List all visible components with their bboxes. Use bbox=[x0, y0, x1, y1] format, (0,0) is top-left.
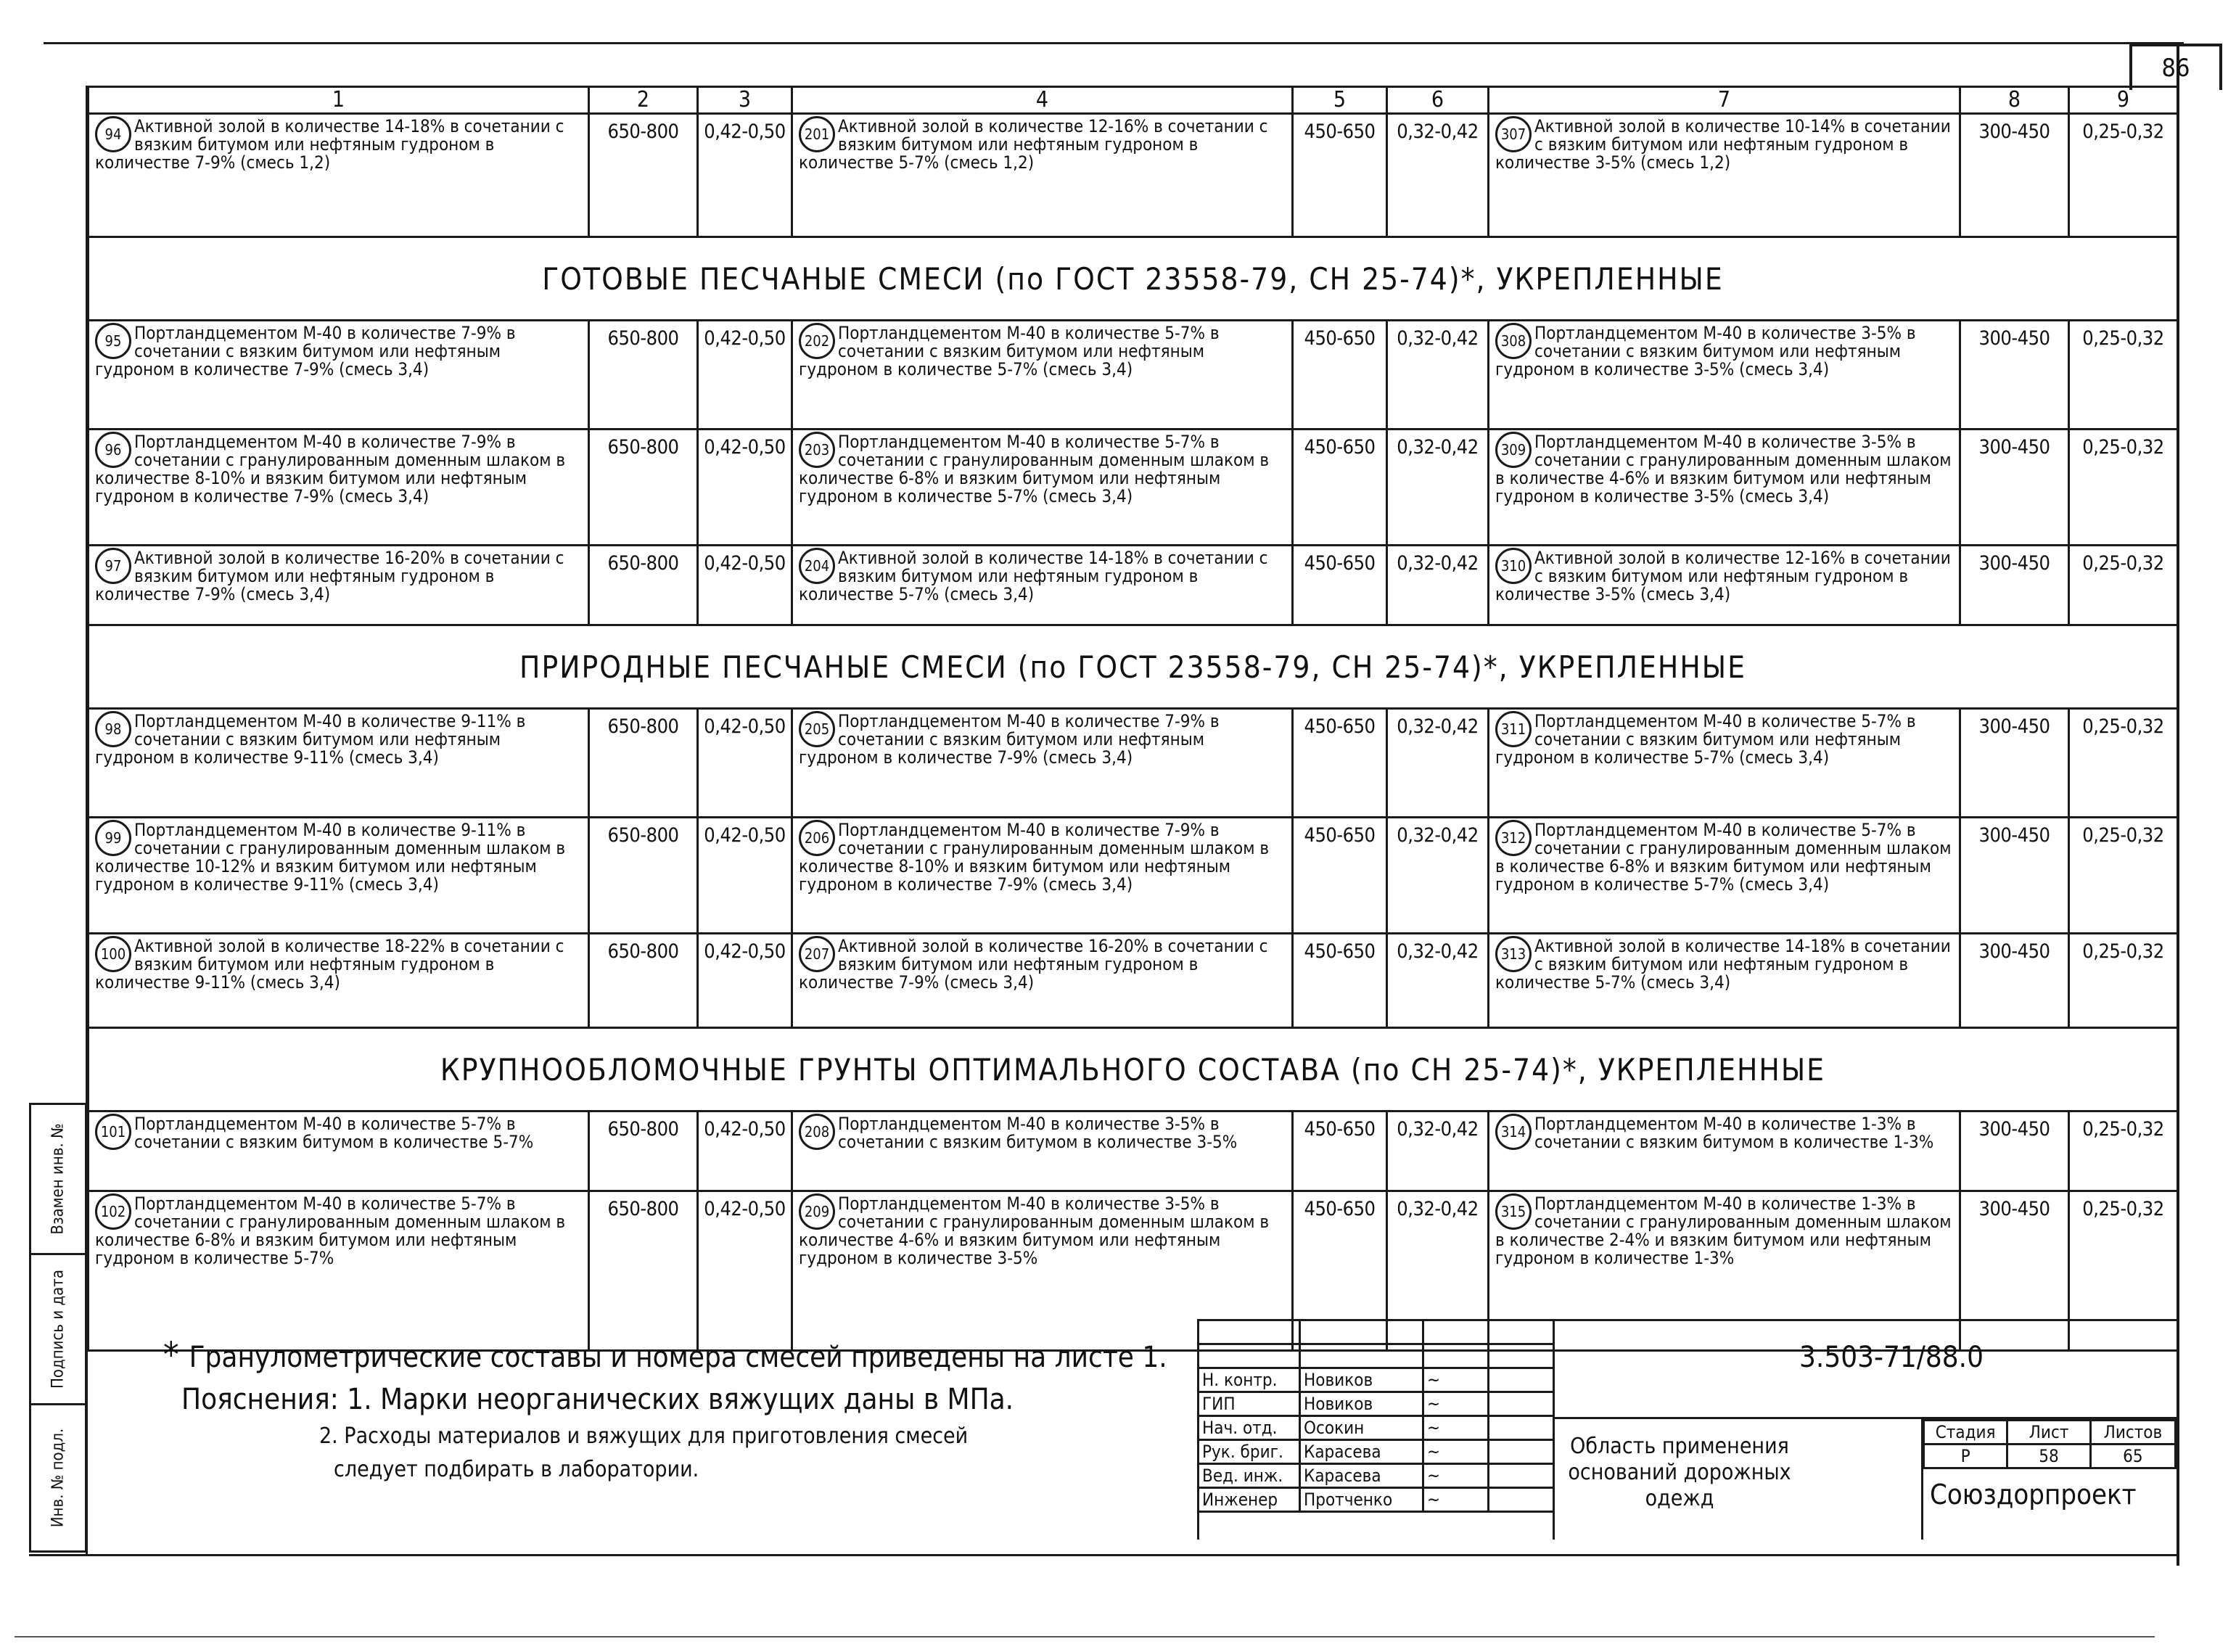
mixture-number: 307 bbox=[1495, 116, 1532, 152]
value-text: 0,32-0,42 bbox=[1397, 824, 1479, 847]
mixture-text: Активной золой в количестве 16-20% в сочетании с вязким битумом или нефтяным гудроном в количестве 7-9% (смесь 3,4) bbox=[95, 548, 564, 604]
mixture-description bbox=[89, 546, 589, 625]
column-header: 4 bbox=[792, 87, 1293, 114]
bottom-frame-line bbox=[29, 1554, 2178, 1556]
value-text: 300-450 bbox=[1978, 552, 2050, 575]
value-text: 0,42-0,50 bbox=[704, 436, 786, 459]
value-text: 450-650 bbox=[1304, 552, 1376, 575]
table-row bbox=[89, 1111, 2178, 1191]
value-text: 0,42-0,50 bbox=[704, 1198, 786, 1220]
value-text: 0,32-0,42 bbox=[1397, 327, 1479, 350]
mixture-number: 100 bbox=[95, 936, 131, 972]
value-text: 650-800 bbox=[607, 552, 679, 575]
staff-name: Карасева bbox=[1300, 1440, 1423, 1464]
value-text: 0,25-0,32 bbox=[2082, 552, 2164, 575]
value-text: 0,42-0,50 bbox=[704, 824, 786, 847]
mixture-description bbox=[792, 1111, 1293, 1191]
value-text: 300-450 bbox=[1978, 120, 2050, 143]
value-text: 450-650 bbox=[1304, 1198, 1376, 1220]
table-row bbox=[89, 114, 2178, 237]
drawing-title: Область применения оснований дорожных одежд bbox=[1568, 1434, 1791, 1511]
mixture-text: Портландцементом М-40 в количестве 5-7% в сочетании с вязким битумом или нефтяным гудроном в количестве 5-7% (смесь 3,4) bbox=[1495, 711, 1916, 768]
mixture-text: Портландцементом М-40 в количестве 5-7% в сочетании с гранулированным доменным шлаком в количестве 6-8% и вязким битумом или нефтяным гудроном в количестве 5-7% (смесь 3,4) bbox=[799, 432, 1270, 506]
mixture-description bbox=[792, 934, 1293, 1028]
coefficient-value bbox=[2069, 934, 2178, 1028]
staff-row bbox=[1199, 1392, 1554, 1416]
staff-name: Протченко bbox=[1300, 1488, 1423, 1512]
section-title: КРУПНООБЛОМОЧНЫЕ ГРУНТЫ ОПТИМАЛЬНОГО СОСТАВА (по СН 25-74)*, УКРЕПЛЕННЫЕ bbox=[440, 1051, 1826, 1088]
side-label: Подпись и дата bbox=[49, 1270, 67, 1389]
value-text: 450-650 bbox=[1304, 715, 1376, 738]
signature-cell bbox=[1423, 1464, 1489, 1488]
mixture-number: 202 bbox=[799, 323, 835, 359]
staff-name: Новиков bbox=[1300, 1392, 1423, 1416]
value-text: 450-650 bbox=[1304, 327, 1376, 350]
mixture-text: Портландцементом М-40 в количестве 7-9% в сочетании с вязким битумом или нефтяным гудроном в количестве 7-9% (смесь 3,4) bbox=[799, 711, 1220, 768]
date-cell bbox=[1489, 1464, 1554, 1488]
mixture-description bbox=[89, 430, 589, 546]
empty-cell bbox=[1199, 1344, 1300, 1368]
value-text: 0,25-0,32 bbox=[2082, 436, 2164, 459]
mixture-description bbox=[792, 709, 1293, 818]
signature-icon: ~ bbox=[1427, 1394, 1441, 1414]
section-header bbox=[89, 237, 2178, 321]
value-text: 450-650 bbox=[1304, 940, 1376, 963]
mixture-description bbox=[1489, 114, 1960, 237]
value-text: 650-800 bbox=[607, 1198, 679, 1220]
mixture-number: 314 bbox=[1495, 1114, 1532, 1150]
strength-value bbox=[1960, 934, 2069, 1028]
table-row bbox=[89, 709, 2178, 818]
section-header bbox=[89, 625, 2178, 709]
strength-value bbox=[1293, 114, 1387, 237]
side-cell bbox=[29, 1253, 87, 1405]
mixture-number: 208 bbox=[799, 1114, 835, 1150]
mixture-description bbox=[1489, 709, 1960, 818]
mixture-number: 96 bbox=[95, 432, 131, 468]
value-text: 300-450 bbox=[1978, 715, 2050, 738]
mixture-text: Активной золой в количестве 18-22% в сочетании с вязким битумом или нефтяным гудроном в количестве 9-11% (смесь 3,4) bbox=[95, 936, 564, 993]
coefficient-value bbox=[1387, 934, 1489, 1028]
note-2-line-1: 2. Расходы материалов и вяжущих для приготовления смесей bbox=[319, 1423, 969, 1449]
mixture-text: Активной золой в количестве 14-18% в сочетании с вязким битумом или нефтяным гудроном в количестве 7-9% (смесь 1,2) bbox=[95, 116, 564, 173]
coefficient-value bbox=[698, 934, 792, 1028]
coefficient-value bbox=[1387, 321, 1489, 430]
table-row bbox=[89, 546, 2178, 625]
footnote bbox=[163, 1335, 1167, 1376]
mixture-number: 203 bbox=[799, 432, 835, 468]
mixture-description bbox=[1489, 818, 1960, 934]
strength-value bbox=[1293, 430, 1387, 546]
mixture-description bbox=[1489, 321, 1960, 430]
strength-value bbox=[1293, 321, 1387, 430]
mixture-text: Портландцементом М-40 в количестве 9-11% в сочетании с вязким битумом или нефтяным гудроном в количестве 9-11% (смесь 3,4) bbox=[95, 711, 526, 768]
mixture-description bbox=[792, 114, 1293, 237]
empty-cell bbox=[1489, 1344, 1554, 1368]
table-row bbox=[89, 934, 2178, 1028]
empty-cell bbox=[1300, 1344, 1423, 1368]
strength-value bbox=[1293, 1111, 1387, 1191]
mixture-number: 201 bbox=[799, 116, 835, 152]
strength-value bbox=[589, 709, 698, 818]
staff-row bbox=[1199, 1440, 1554, 1464]
mixture-number: 308 bbox=[1495, 323, 1532, 359]
staff-role: Инженер bbox=[1199, 1488, 1300, 1512]
value-text: 0,25-0,32 bbox=[2082, 327, 2164, 350]
coefficient-value bbox=[698, 430, 792, 546]
sheet-value: 58 bbox=[2007, 1445, 2091, 1468]
coefficient-value bbox=[698, 114, 792, 237]
mixture-text: Активной золой в количестве 14-18% в сочетании с вязким битумом или нефтяным гудроном в количестве 5-7% (смесь 3,4) bbox=[1495, 936, 1951, 993]
staff-row bbox=[1199, 1488, 1554, 1512]
column-header: 8 bbox=[1960, 87, 2069, 114]
staff-name: Карасева bbox=[1300, 1464, 1423, 1488]
side-label: Взамен инв. № bbox=[49, 1123, 67, 1235]
note-1: Пояснения: 1. Марки неорганических вяжущих даны в МПа. bbox=[181, 1383, 1014, 1416]
organization-name: Союздорпроект bbox=[1930, 1479, 2137, 1511]
strength-value bbox=[1293, 818, 1387, 934]
column-header: 7 bbox=[1489, 87, 1960, 114]
value-text: 0,42-0,50 bbox=[704, 715, 786, 738]
mixture-text: Портландцементом М-40 в количестве 7-9% в сочетании с гранулированным доменным шлаком в количестве 8-10% и вязким битумом или нефтяным гудроном в количестве 7-9% (смесь 3,4) bbox=[799, 820, 1270, 895]
document-code: 3.503-71/88.0 bbox=[1799, 1341, 1984, 1374]
signature-icon: ~ bbox=[1427, 1442, 1441, 1462]
coefficient-value bbox=[2069, 546, 2178, 625]
value-text: 0,32-0,42 bbox=[1397, 1198, 1479, 1220]
mixture-description bbox=[89, 1111, 589, 1191]
coefficient-value bbox=[2069, 818, 2178, 934]
column-header: 5 bbox=[1293, 87, 1387, 114]
value-text: 650-800 bbox=[607, 940, 679, 963]
strength-value bbox=[589, 114, 698, 237]
staff-role: Нач. отд. bbox=[1199, 1416, 1300, 1440]
mixture-text: Портландцементом М-40 в количестве 9-11% в сочетании с гранулированным доменным шлаком в количестве 10-12% и вязким битумом или нефтяным гудроном в количестве 9-11% (смесь 3,4) bbox=[95, 820, 566, 895]
staff-role: Н. контр. bbox=[1199, 1368, 1300, 1392]
table-row bbox=[89, 321, 2178, 430]
section-header-row bbox=[89, 1028, 2178, 1111]
empty-cell bbox=[1300, 1320, 1423, 1344]
mixture-description bbox=[1489, 1111, 1960, 1191]
value-text: 650-800 bbox=[607, 327, 679, 350]
value-text: 650-800 bbox=[607, 1118, 679, 1141]
staff-row bbox=[1199, 1416, 1554, 1440]
mixture-text: Портландцементом М-40 в количестве 3-5% в сочетании с вязким битумом в количестве 3-5% bbox=[838, 1114, 1238, 1152]
strength-value bbox=[589, 1191, 698, 1351]
value-text: 450-650 bbox=[1304, 436, 1376, 459]
coefficient-value bbox=[1387, 1111, 1489, 1191]
mixture-description bbox=[792, 321, 1293, 430]
value-text: 0,25-0,32 bbox=[2082, 1198, 2164, 1220]
date-cell bbox=[1489, 1488, 1554, 1512]
section-header-row bbox=[89, 237, 2178, 321]
value-text: 0,32-0,42 bbox=[1397, 120, 1479, 143]
value-text: 0,25-0,32 bbox=[2082, 1118, 2164, 1141]
side-stamp-strip bbox=[29, 1103, 87, 1553]
coefficient-value bbox=[1387, 818, 1489, 934]
mixture-description bbox=[792, 546, 1293, 625]
mixture-description bbox=[89, 709, 589, 818]
stage-table bbox=[1923, 1419, 2177, 1469]
column-header: 6 bbox=[1387, 87, 1489, 114]
title-block bbox=[1197, 1319, 2177, 1540]
strength-value bbox=[1960, 114, 2069, 237]
empty-cell bbox=[1423, 1344, 1489, 1368]
signature-icon: ~ bbox=[1427, 1418, 1441, 1438]
column-header: 1 bbox=[89, 87, 589, 114]
mixture-description bbox=[89, 934, 589, 1028]
mixture-text: Портландцементом М-40 в количестве 5-7% в сочетании с вязким битумом в количестве 5-7% bbox=[134, 1114, 534, 1152]
column-header: 9 bbox=[2069, 87, 2178, 114]
coefficient-value bbox=[2069, 430, 2178, 546]
empty-cell bbox=[1489, 1320, 1554, 1344]
sheet-number: 86 bbox=[2129, 44, 2222, 90]
coefficient-value bbox=[2069, 709, 2178, 818]
mixture-number: 313 bbox=[1495, 936, 1532, 972]
strength-value bbox=[1960, 321, 2069, 430]
strength-value bbox=[589, 1111, 698, 1191]
signature-cell bbox=[1423, 1368, 1489, 1392]
strength-value bbox=[1293, 709, 1387, 818]
mixture-text: Портландцементом М-40 в количестве 3-5% в сочетании с гранулированным доменным шлаком в количестве 4-6% и вязким битумом или нефтяным гудроном в количестве 3-5% bbox=[799, 1193, 1270, 1268]
stage-header: Стадия bbox=[1924, 1421, 2007, 1445]
value-text: 300-450 bbox=[1978, 1118, 2050, 1141]
mixture-number: 204 bbox=[799, 548, 835, 584]
value-text: 0,42-0,50 bbox=[704, 327, 786, 350]
strength-value bbox=[1293, 934, 1387, 1028]
value-text: 0,42-0,50 bbox=[704, 552, 786, 575]
strength-value bbox=[1960, 430, 2069, 546]
coefficient-value bbox=[698, 321, 792, 430]
table-row bbox=[89, 818, 2178, 934]
sheets-header: Листов bbox=[2090, 1421, 2175, 1445]
footnote-text: Гранулометрические составы и номера смесей приведены на листе 1. bbox=[189, 1341, 1167, 1374]
value-text: 650-800 bbox=[607, 824, 679, 847]
side-cell bbox=[29, 1103, 87, 1255]
mixture-description bbox=[792, 818, 1293, 934]
value-text: 0,42-0,50 bbox=[704, 120, 786, 143]
value-text: 450-650 bbox=[1304, 824, 1376, 847]
staff-name: Осокин bbox=[1300, 1416, 1423, 1440]
signature-cell bbox=[1423, 1488, 1489, 1512]
value-text: 450-650 bbox=[1304, 1118, 1376, 1141]
mixture-text: Активной золой в количестве 14-18% в сочетании с вязким битумом или нефтяным гудроном в количестве 5-7% (смесь 3,4) bbox=[799, 548, 1268, 604]
column-header: 3 bbox=[698, 87, 792, 114]
signature-icon: ~ bbox=[1427, 1489, 1441, 1510]
mixture-text: Активной золой в количестве 16-20% в сочетании с вязким битумом или нефтяным гудроном в количестве 7-9% (смесь 3,4) bbox=[799, 936, 1268, 993]
value-text: 300-450 bbox=[1978, 824, 2050, 847]
column-header: 2 bbox=[589, 87, 698, 114]
coefficient-value bbox=[2069, 114, 2178, 237]
value-text: 300-450 bbox=[1978, 1198, 2050, 1220]
signature-cell bbox=[1423, 1440, 1489, 1464]
value-text: 0,32-0,42 bbox=[1397, 715, 1479, 738]
mixture-number: 311 bbox=[1495, 711, 1532, 747]
mixture-description bbox=[1489, 430, 1960, 546]
mixture-number: 98 bbox=[95, 711, 131, 747]
date-cell bbox=[1489, 1440, 1554, 1464]
top-frame-line bbox=[44, 42, 2184, 44]
value-text: 0,25-0,32 bbox=[2082, 715, 2164, 738]
strength-value bbox=[1960, 709, 2069, 818]
value-text: 0,25-0,32 bbox=[2082, 824, 2164, 847]
strength-value bbox=[589, 546, 698, 625]
value-text: 0,32-0,42 bbox=[1397, 552, 1479, 575]
mixture-text: Портландцементом М-40 в количестве 1-3% в сочетании с гранулированным доменным шлаком в количестве 2-4% и вязким битумом или нефтяным гудроном в количестве 1-3% bbox=[1495, 1193, 1952, 1268]
coefficient-value bbox=[2069, 321, 2178, 430]
mixture-description bbox=[89, 1191, 589, 1351]
coefficient-value bbox=[698, 709, 792, 818]
value-text: 650-800 bbox=[607, 120, 679, 143]
staff-table bbox=[1197, 1319, 1555, 1513]
coefficient-value bbox=[698, 1111, 792, 1191]
materials-table bbox=[87, 86, 2179, 1352]
mixture-text: Портландцементом М-40 в количестве 5-7% в сочетании с вязким битумом или нефтяным гудроном в количестве 5-7% (смесь 3,4) bbox=[799, 323, 1220, 379]
signature-cell bbox=[1423, 1416, 1489, 1440]
strength-value bbox=[1960, 818, 2069, 934]
mixture-text: Портландцементом М-40 в количестве 7-9% в сочетании с вязким битумом или нефтяным гудроном в количестве 7-9% (смесь 3,4) bbox=[95, 323, 516, 379]
value-text: 650-800 bbox=[607, 715, 679, 738]
signature-cell bbox=[1423, 1392, 1489, 1416]
table-row bbox=[89, 430, 2178, 546]
strength-value bbox=[589, 321, 698, 430]
mixture-number: 94 bbox=[95, 116, 131, 152]
section-title: ПРИРОДНЫЕ ПЕСЧАНЫЕ СМЕСИ (по ГОСТ 23558-79, СН 25-74)*, УКРЕПЛЕННЫЕ bbox=[519, 649, 1746, 685]
value-text: 0,25-0,32 bbox=[2082, 940, 2164, 963]
mixture-text: Активной золой в количестве 12-16% в сочетании с вязким битумом или нефтяным гудроном в количестве 5-7% (смесь 1,2) bbox=[799, 116, 1268, 173]
value-text: 0,32-0,42 bbox=[1397, 940, 1479, 963]
mixture-text: Активной золой в количестве 10-14% в сочетании с вязким битумом или нефтяным гудроном в количестве 3-5% (смесь 1,2) bbox=[1495, 116, 1951, 173]
staff-role: Вед. инж. bbox=[1199, 1464, 1300, 1488]
mixture-description bbox=[792, 430, 1293, 546]
staff-row-empty bbox=[1199, 1344, 1554, 1368]
staff-name: Новиков bbox=[1300, 1368, 1423, 1392]
mixture-text: Портландцементом М-40 в количестве 3-5% в сочетании с гранулированным доменным шлаком в количестве 4-6% и вязким битумом или нефтяным гудроном в количестве 3-5% (смесь 3,4) bbox=[1495, 432, 1952, 506]
empty-cell bbox=[1199, 1320, 1300, 1344]
date-cell bbox=[1489, 1416, 1554, 1440]
value-text: 0,42-0,50 bbox=[704, 940, 786, 963]
column-header-row bbox=[89, 87, 2178, 114]
staff-role: Рук. бриг. bbox=[1199, 1440, 1300, 1464]
asterisk-icon: * bbox=[163, 1335, 179, 1376]
mixture-number: 206 bbox=[799, 820, 835, 856]
mixture-number: 99 bbox=[95, 820, 131, 856]
mixture-text: Портландцементом М-40 в количестве 5-7% в сочетании с гранулированным доменным шлаком в количестве 6-8% и вязким битумом или нефтяным гудроном в количестве 5-7% (смесь 3,4) bbox=[1495, 820, 1952, 895]
coefficient-value bbox=[1387, 430, 1489, 546]
signature-icon: ~ bbox=[1427, 1466, 1441, 1486]
bottom-edge-line bbox=[15, 1636, 2155, 1637]
side-cell bbox=[29, 1403, 87, 1553]
strength-value bbox=[589, 818, 698, 934]
mixture-description bbox=[89, 818, 589, 934]
value-text: 0,32-0,42 bbox=[1397, 436, 1479, 459]
value-text: 0,32-0,42 bbox=[1397, 1118, 1479, 1141]
coefficient-value bbox=[698, 1191, 792, 1351]
mixture-number: 97 bbox=[95, 548, 131, 584]
mixture-number: 310 bbox=[1495, 548, 1532, 584]
value-text: 300-450 bbox=[1978, 436, 2050, 459]
mixture-number: 95 bbox=[95, 323, 131, 359]
section-header bbox=[89, 1028, 2178, 1111]
coefficient-value bbox=[1387, 114, 1489, 237]
section-header-row bbox=[89, 625, 2178, 709]
mixture-text: Портландцементом М-40 в количестве 5-7% в сочетании с гранулированным доменным шлаком в количестве 6-8% и вязким битумом или нефтяным гудроном в количестве 5-7% bbox=[95, 1193, 566, 1268]
mixture-description bbox=[1489, 546, 1960, 625]
mixture-number: 315 bbox=[1495, 1193, 1532, 1230]
coefficient-value bbox=[1387, 709, 1489, 818]
mixture-description bbox=[1489, 934, 1960, 1028]
mixture-number: 205 bbox=[799, 711, 835, 747]
value-text: 650-800 bbox=[607, 436, 679, 459]
mixture-text: Портландцементом М-40 в количестве 7-9% в сочетании с гранулированным доменным шлаком в количестве 8-10% и вязким битумом или нефтяным гудроном в количестве 7-9% (смесь 3,4) bbox=[95, 432, 566, 506]
value-text: 300-450 bbox=[1978, 327, 2050, 350]
sheet-header: Лист bbox=[2007, 1421, 2091, 1445]
staff-role: ГИП bbox=[1199, 1392, 1300, 1416]
coefficient-value bbox=[698, 546, 792, 625]
staff-row-empty bbox=[1199, 1320, 1554, 1344]
side-label: Инв. № подл. bbox=[49, 1428, 67, 1528]
section-title: ГОТОВЫЕ ПЕСЧАНЫЕ СМЕСИ (по ГОСТ 23558-79, СН 25-74)*, УКРЕПЛЕННЫЕ bbox=[542, 260, 1724, 297]
coefficient-value bbox=[2069, 1111, 2178, 1191]
mixture-text: Портландцементом М-40 в количестве 3-5% в сочетании с вязким битумом или нефтяным гудроном в количестве 3-5% (смесь 3,4) bbox=[1495, 323, 1916, 379]
mixture-text: Активной золой в количестве 12-16% в сочетании с вязким битумом или нефтяным гудроном в количестве 3-5% (смесь 3,4) bbox=[1495, 548, 1951, 604]
date-cell bbox=[1489, 1392, 1554, 1416]
stage-value: Р bbox=[1924, 1445, 2007, 1468]
strength-value bbox=[1960, 546, 2069, 625]
strength-value bbox=[589, 934, 698, 1028]
value-text: 300-450 bbox=[1978, 940, 2050, 963]
coefficient-value bbox=[1387, 546, 1489, 625]
value-text: 0,25-0,32 bbox=[2082, 120, 2164, 143]
mixture-number: 312 bbox=[1495, 820, 1532, 856]
coefficient-value bbox=[698, 818, 792, 934]
mixture-number: 207 bbox=[799, 936, 835, 972]
note-2-line-2: следует подбирать в лаборатории. bbox=[334, 1457, 699, 1482]
signature-icon: ~ bbox=[1427, 1370, 1441, 1390]
mixture-number: 101 bbox=[95, 1114, 131, 1150]
date-cell bbox=[1489, 1368, 1554, 1392]
strength-value bbox=[589, 430, 698, 546]
staff-row bbox=[1199, 1464, 1554, 1488]
value-text: 450-650 bbox=[1304, 120, 1376, 143]
strength-value bbox=[1960, 1111, 2069, 1191]
value-text: 0,42-0,50 bbox=[704, 1118, 786, 1141]
strength-value bbox=[1293, 546, 1387, 625]
mixture-number: 102 bbox=[95, 1193, 131, 1230]
mixture-text: Портландцементом М-40 в количестве 1-3% в сочетании с вязким битумом в количестве 1-3% bbox=[1534, 1114, 1934, 1152]
mixture-number: 309 bbox=[1495, 432, 1532, 468]
staff-row bbox=[1199, 1368, 1554, 1392]
mixture-description bbox=[89, 321, 589, 430]
empty-cell bbox=[1423, 1320, 1489, 1344]
mixture-number: 209 bbox=[799, 1193, 835, 1230]
mixture-description bbox=[89, 114, 589, 237]
sheets-value: 65 bbox=[2090, 1445, 2175, 1468]
